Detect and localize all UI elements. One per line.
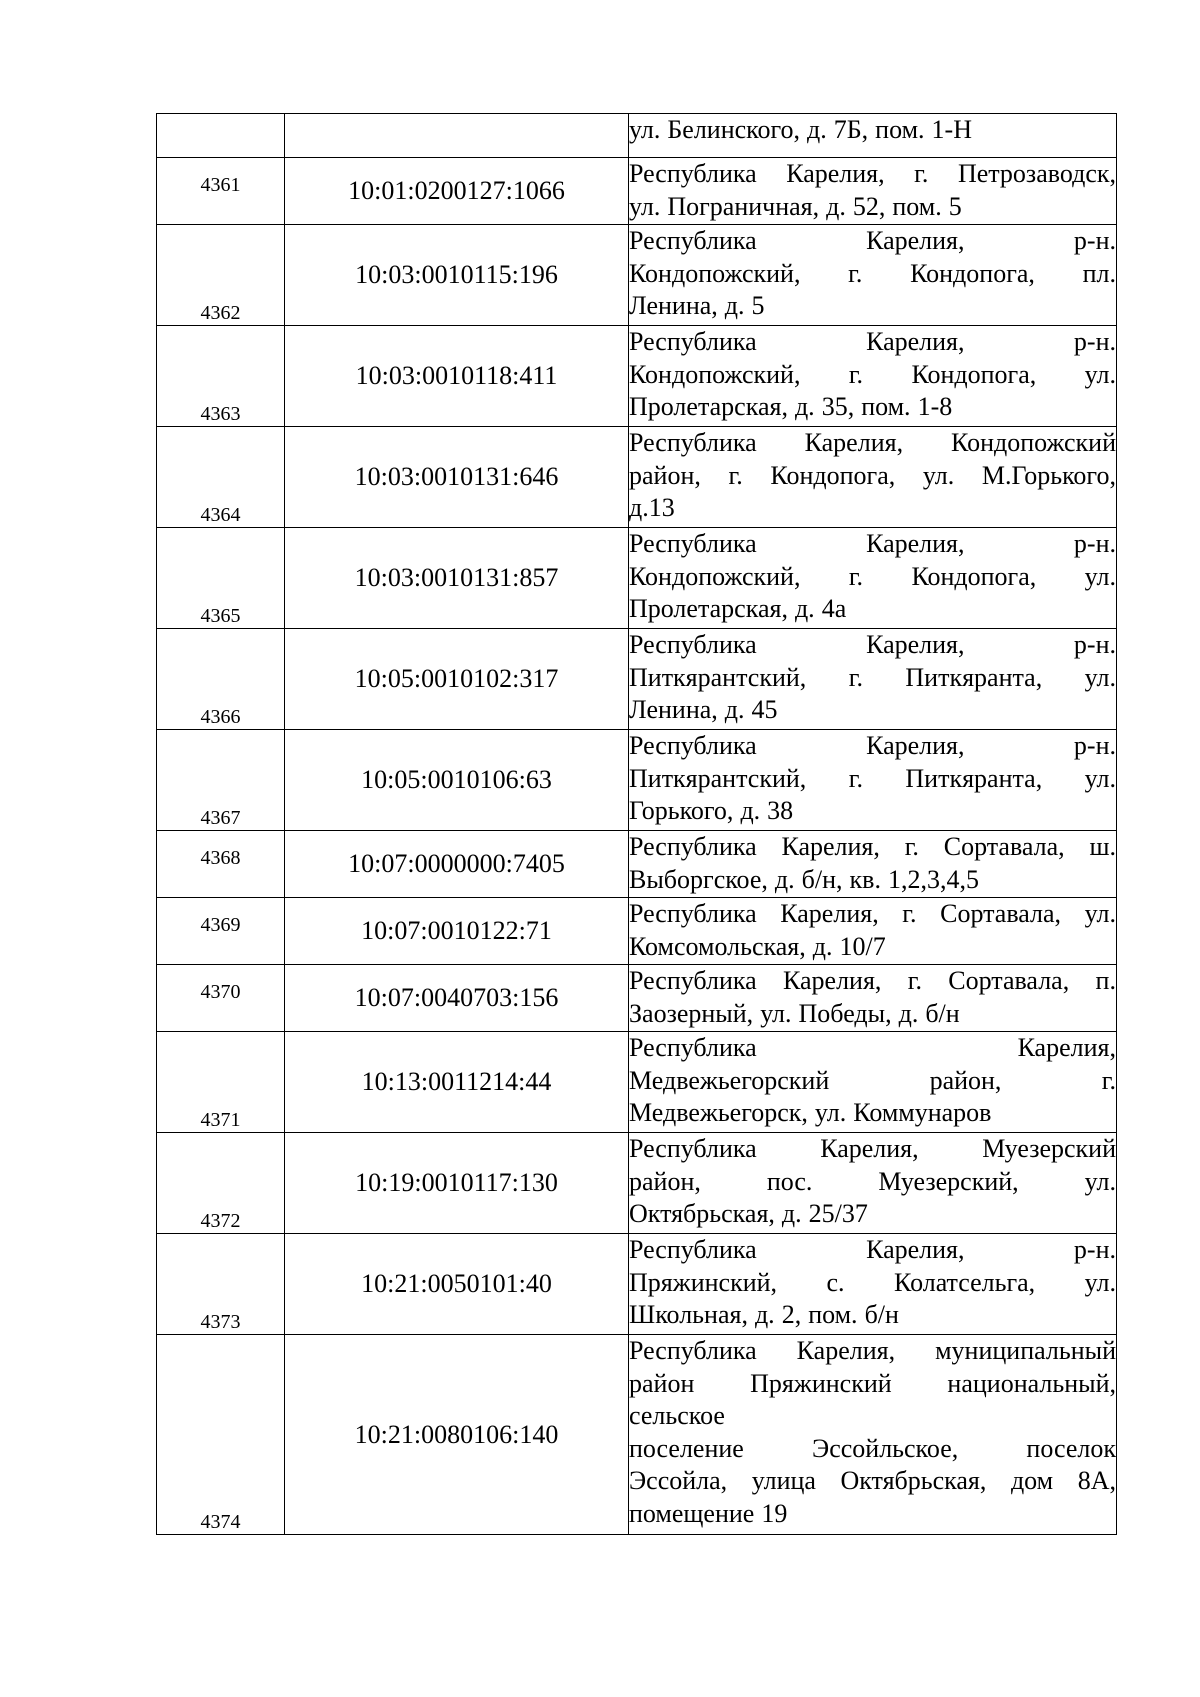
cadastral-number: 10:21:0050101:40 [285,1234,629,1335]
address-word: д. [740,796,761,825]
address-word: ул. [1084,561,1116,591]
address-cell [629,831,1117,898]
address-line [629,864,1116,897]
address-word: Карелия, [866,226,965,255]
address-line [629,629,1116,662]
address-line [629,694,1116,727]
address-line [629,1433,1116,1466]
address-word: ул. [629,191,661,221]
address-word: Кондопожский, [629,359,801,389]
address-word: 5 [751,291,765,320]
table-row [157,225,1117,326]
address-word: Пролетарская, [629,594,788,623]
address-word: Школьная, [629,1300,748,1329]
address-word: г. [914,159,929,188]
address-line [629,1368,1116,1401]
cadastral-number: 10:13:0011214:44 [285,1032,629,1133]
address-word: 7Б, [833,115,869,144]
address-word: Питкяранта, [905,763,1043,793]
address-word: Горького, [629,796,734,825]
address-word: Муезерский [982,1134,1116,1163]
address-word: поселение [629,1433,744,1463]
address-word: г. [848,763,863,793]
address-word: 19 [761,1498,788,1528]
address-word: Кондопога, [911,359,1037,389]
address-word: г. [902,899,917,928]
table-row [157,1234,1117,1335]
address-line [629,593,1116,626]
address-word: д.13 [629,493,675,522]
address-word: Кондопога, [911,561,1037,591]
address-word: 52, [852,191,886,221]
address-cell [629,965,1117,1032]
address-line [629,460,1116,493]
address-word: Коммунаров [853,1098,992,1127]
address-line [629,998,1116,1031]
property-table [156,113,1117,1535]
address-line [629,290,1116,323]
address-word: Карелия, [866,1235,965,1264]
address-cell [629,326,1117,427]
table-row [157,1133,1117,1234]
address-word: ул. [1084,763,1116,793]
cadastral-number: 10:19:0010117:130 [285,1133,629,1234]
address-word: д. [794,594,815,623]
address-word: Кондопожский, [629,258,801,288]
address-line [629,427,1116,460]
address-line [629,931,1116,964]
address-line [629,158,1116,191]
address-line [629,1133,1116,1166]
table-row [157,326,1117,427]
table-row [157,528,1117,629]
address-line [629,225,1116,258]
address-word: Кондопога, [910,258,1035,288]
address-word: кв. [849,864,881,894]
address-line [629,795,1116,828]
address-word: Кондопожский, [629,561,801,591]
address-word: г. [904,832,919,861]
table-row [157,114,1117,158]
table-row [157,1032,1117,1133]
address-line [629,965,1116,998]
address-word: г. [1101,1065,1116,1095]
address-word: Пограничная, [667,191,820,221]
address-word: помещение [629,1498,755,1528]
address-word: г. [848,258,863,288]
address-line [629,258,1116,291]
address-cell [629,1335,1117,1535]
address-line [629,561,1116,594]
address-cell [629,225,1117,326]
address-word: Пряжинский, [629,1267,778,1297]
address-cell [629,1032,1117,1133]
address-word: Карелия, [782,966,882,995]
address-word: г. [907,966,922,995]
address-word: р-н. [1073,731,1116,760]
address-word: д. [754,1300,775,1329]
address-word: ул. [1084,359,1116,389]
address-word: б/н [864,1300,899,1329]
address-word: 1,2,3,4,5 [887,864,979,894]
address-word: Победы, [798,998,892,1028]
row-number: 4368 [157,831,285,898]
address-line [629,1198,1116,1231]
address-word: Республика [629,731,757,760]
row-number: 4364 [157,427,285,528]
address-word: Питкярантский, [629,763,807,793]
address-word: б/н [925,998,960,1028]
address-cell [629,158,1117,225]
address-word: д. [806,115,827,144]
table-row [157,730,1117,831]
address-word: Республика [629,1033,757,1062]
address-word: Медвежьегорск, [629,1098,808,1127]
address-word: район, [629,460,701,490]
address-line [629,114,1116,147]
address-word: Республика [629,1336,757,1365]
address-word: Питкярантский, [629,662,807,692]
address-word: с. [826,1267,845,1297]
address-cell [629,898,1117,965]
address-word: ул. [629,115,661,144]
address-word: 35, [821,392,855,421]
address-word: Заозерный, [629,998,754,1028]
address-word: район, [629,1166,701,1196]
row-number: 4367 [157,730,285,831]
address-word: ул. [1084,1166,1116,1196]
address-word: р-н. [1073,529,1116,558]
row-number: 4370 [157,965,285,1032]
address-word: Республика [629,159,757,188]
address-word: г. [848,561,864,591]
address-word: национальный, [947,1368,1116,1398]
address-word: 1-8 [917,392,953,421]
address-line [629,662,1116,695]
cadastral-number: 10:03:0010115:196 [285,225,629,326]
address-line [629,1065,1116,1098]
address-word: ул. [922,460,955,490]
address-word: Выборгское, [629,864,768,894]
address-word: Республика [629,529,757,558]
address-word: б/н, [801,864,843,894]
address-word: Эссойльское, [812,1433,959,1463]
address-cell [629,114,1117,158]
address-line [629,1032,1116,1065]
address-word: д. [794,392,815,421]
address-word: Карелия, [780,899,879,928]
address-line [629,1465,1116,1498]
address-line [629,831,1116,864]
address-word: 10/7 [839,931,886,961]
address-word: Сортавала, [940,899,1062,928]
address-word: Республика [629,1134,757,1163]
address-word: Октябрьская, [840,1466,987,1495]
address-word: М.Горького, [981,460,1116,490]
address-word: Белинского, [667,115,800,144]
address-word: д. [826,191,846,221]
address-word: Карелия, [804,428,904,457]
address-cell [629,1133,1117,1234]
table-row [157,831,1117,898]
address-word: Кондопожский [951,428,1116,457]
address-word: г. [848,359,864,389]
row-number: 4371 [157,1032,285,1133]
cadastral-number: 10:07:0040703:156 [285,965,629,1032]
cadastral-number [285,114,629,158]
address-cell [629,1234,1117,1335]
address-line [629,1400,1116,1433]
address-word: 2, [781,1300,802,1329]
address-line [629,1267,1116,1300]
address-line [629,528,1116,561]
table-row [157,898,1117,965]
row-number: 4362 [157,225,285,326]
row-number: 4366 [157,629,285,730]
address-line [629,191,1116,224]
table-row [157,965,1117,1032]
address-word: Петрозаводск, [957,159,1116,188]
address-word: Колатсельга, [894,1267,1036,1297]
address-word: г. [848,662,863,692]
address-word: пл. [1082,258,1116,288]
cadastral-number: 10:07:0000000:7405 [285,831,629,898]
address-word: Сортавала, [948,966,1070,995]
address-word: Комсомольская, [629,931,806,961]
address-word: пос. [766,1166,813,1196]
address-word: ул. [1084,899,1116,928]
address-word: р-н. [1073,1235,1116,1264]
address-word: Карелия, [781,832,880,861]
address-word: Медвежьегорский [629,1065,830,1095]
address-line [629,326,1116,359]
address-line [629,391,1116,424]
address-word: ул. [1084,1267,1116,1297]
address-word: 38 [767,796,794,825]
address-word: район, [929,1065,1002,1095]
address-word: Карелия, [1017,1033,1116,1062]
row-number: 4369 [157,898,285,965]
cadastral-number: 10:03:0010131:646 [285,427,629,528]
address-word: дом [1010,1466,1054,1495]
address-word: р-н. [1073,630,1116,659]
address-line [629,359,1116,392]
address-word: Кондопога, [770,460,896,490]
address-word: Республика [629,630,757,659]
address-word: Карелия, [866,731,965,760]
address-word: Республика [629,327,757,356]
address-word: Карелия, [866,529,965,558]
address-word: Пролетарская, [629,392,788,421]
address-word: ул. [814,1098,847,1127]
address-word: р-н. [1073,327,1116,356]
address-word: р-н. [1073,226,1116,255]
address-word: Октябрьская, [629,1199,775,1228]
address-word: Карелия, [786,159,885,188]
row-number: 4374 [157,1335,285,1535]
address-word: 5 [948,191,962,221]
address-word: Карелия, [866,327,965,356]
row-number: 4365 [157,528,285,629]
row-number: 4361 [157,158,285,225]
address-cell [629,427,1117,528]
address-line [629,1234,1116,1267]
address-word: район [629,1368,695,1398]
address-word: пом. [808,1300,858,1329]
address-word: 25/37 [808,1199,868,1228]
address-word: пом. [892,191,942,221]
row-number: 4373 [157,1234,285,1335]
address-word: Муезерский, [878,1166,1019,1196]
table-row [157,158,1117,225]
address-word: Питкяранта, [905,662,1043,692]
address-word: Сортавала, [943,832,1065,861]
address-line [629,1097,1116,1130]
address-line [629,1335,1116,1368]
address-line [629,898,1116,931]
table-row [157,629,1117,730]
address-word: Республика [629,899,757,928]
address-word: пом. [875,115,925,144]
address-line [629,730,1116,763]
address-word: 1-Н [931,115,972,144]
address-cell [629,629,1117,730]
address-line [629,492,1116,525]
address-word: Карелия, [796,1336,896,1365]
address-word: д. [898,998,919,1028]
address-word: 45 [751,695,778,724]
address-word: улица [751,1466,816,1495]
address-word: Республика [629,966,757,995]
row-number: 4372 [157,1133,285,1234]
address-cell [629,730,1117,831]
address-word: пом. [861,392,911,421]
address-word: 4а [821,594,847,623]
address-word: Ленина, [629,695,718,724]
address-word: д. [812,931,833,961]
address-word: д. [774,864,795,894]
address-word: ул. [1084,662,1116,692]
cadastral-number: 10:07:0010122:71 [285,898,629,965]
address-word: д. [724,291,745,320]
property-table-body [157,114,1117,1535]
address-line [629,1166,1116,1199]
cadastral-number: 10:01:0200127:1066 [285,158,629,225]
address-word: Республика [629,428,757,457]
address-line [629,1299,1116,1332]
address-word: п. [1095,966,1116,995]
address-word: 8А, [1077,1466,1116,1495]
address-word: Республика [629,226,757,255]
address-word: Республика [629,1235,757,1264]
address-word: Карелия, [866,630,965,659]
cadastral-number: 10:03:0010131:857 [285,528,629,629]
address-word: ул. [760,998,792,1028]
address-word: сельское [629,1401,725,1430]
address-word: ш. [1089,832,1116,861]
address-word: Республика [629,832,757,861]
cadastral-number: 10:05:0010106:63 [285,730,629,831]
cadastral-number: 10:05:0010102:317 [285,629,629,730]
address-word: Ленина, [629,291,718,320]
address-word: Карелия, [820,1134,919,1163]
address-line [629,1498,1116,1531]
address-line [629,763,1116,796]
address-cell [629,528,1117,629]
row-number: 4363 [157,326,285,427]
cadastral-number: 10:21:0080106:140 [285,1335,629,1535]
address-word: Эссойла, [629,1466,728,1495]
address-word: г. [728,460,743,490]
table-row [157,427,1117,528]
address-word: Пряжинский [750,1368,892,1398]
row-number [157,114,285,158]
address-word: д. [724,695,745,724]
address-word: муниципальный [935,1336,1116,1365]
address-word: поселок [1026,1433,1116,1463]
table-row [157,1335,1117,1535]
address-word: д. [781,1199,802,1228]
cadastral-number: 10:03:0010118:411 [285,326,629,427]
